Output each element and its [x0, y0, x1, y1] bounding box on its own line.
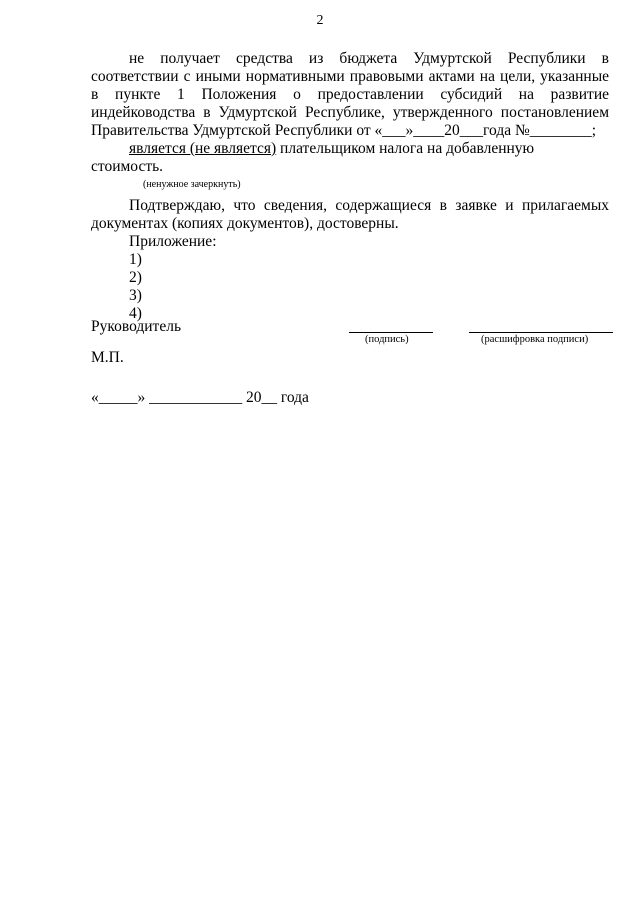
decode-caption: (расшифровка подписи) — [481, 334, 589, 345]
strike-note: (ненужное зачеркнуть) — [143, 179, 241, 190]
attachment-item: 2) — [129, 269, 142, 286]
document-body — [91, 50, 609, 323]
signature-caption: (подпись) — [365, 334, 409, 345]
vat-status-underlined: является (не является) — [129, 140, 277, 157]
stamp-label: М.П. — [91, 349, 124, 366]
attachment-item: 1) — [129, 251, 142, 268]
page-number: 2 — [316, 13, 324, 28]
vat-paragraph — [91, 140, 609, 176]
date-line: «_____» ____________ 20__ года — [91, 389, 309, 406]
attachment-item: 4) — [129, 305, 142, 322]
vat-status-rest: плательщиком налога на добавленную стоимость. — [91, 140, 535, 175]
signature-line — [349, 332, 433, 333]
signature-role: Руководитель — [91, 318, 182, 335]
attachment-item: 3) — [129, 287, 142, 304]
attachment-label: Приложение: — [129, 233, 217, 250]
signature-block — [91, 318, 613, 350]
subsidy-paragraph: не получает средства из бюджета Удмуртской Республики в соответствии с иными нормативными правовыми актами на цели, указанные в пункте 1 Положения о предоставлении субсидий на развитие индейководства в Удмуртской Республике, утвержденного постановлением Правительства Удмуртской Республики от «___»____20___года №________; — [91, 50, 609, 139]
signature-decode-line — [469, 332, 613, 333]
confirm-paragraph: Подтверждаю, что сведения, содержащиеся в заявке и прилагаемых документах (копиях документов), достоверны. — [91, 197, 609, 232]
